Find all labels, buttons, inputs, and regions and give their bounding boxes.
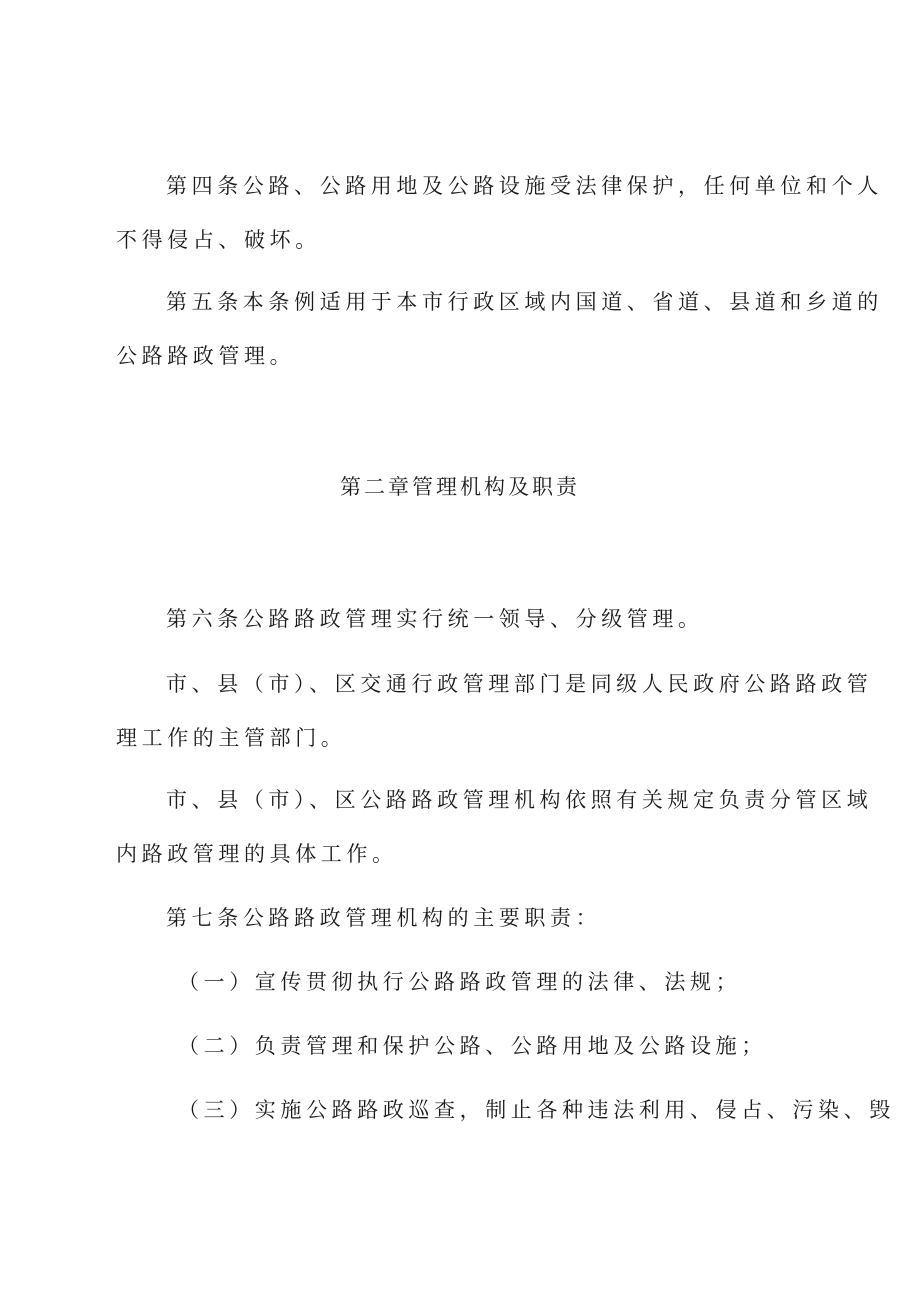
article-7-item-1: （一）宣传贯彻执行公路路政管理的法律、法规； [178,970,742,994]
article-6-para-3-line-1: 市、县（市）、区公路路政管理机构依照有关规定负责分管区域 [166,788,873,812]
article-5-line-1: 第五条本条例适用于本市行政区域内国道、省道、县道和乡道的 [166,290,883,314]
article-7-item-3: （三）实施公路路政巡查，制止各种违法利用、侵占、污染、毁 [178,1098,895,1122]
article-4-line-1: 第四条公路、公路用地及公路设施受法律保护，任何单位和个人 [166,174,883,198]
article-6-line-1: 第六条公路路政管理实行统一领导、分级管理。 [166,607,704,631]
article-4-line-2: 不得侵占、破坏。 [116,228,321,252]
article-5-line-2: 公路路政管理。 [116,344,296,368]
chapter-heading: 第二章管理机构及职责 [340,475,580,499]
article-7-line-1: 第七条公路路政管理机构的主要职责： [166,906,602,930]
article-6-para-3-line-2: 内路政管理的具体工作。 [116,842,398,866]
article-7-item-2: （二）负责管理和保护公路、公路用地及公路设施； [178,1034,767,1058]
article-6-para-2-line-1: 市、县（市）、区交通行政管理部门是同级人民政府公路路政管 [166,672,873,696]
article-6-para-2-line-2: 理工作的主管部门。 [116,726,347,750]
